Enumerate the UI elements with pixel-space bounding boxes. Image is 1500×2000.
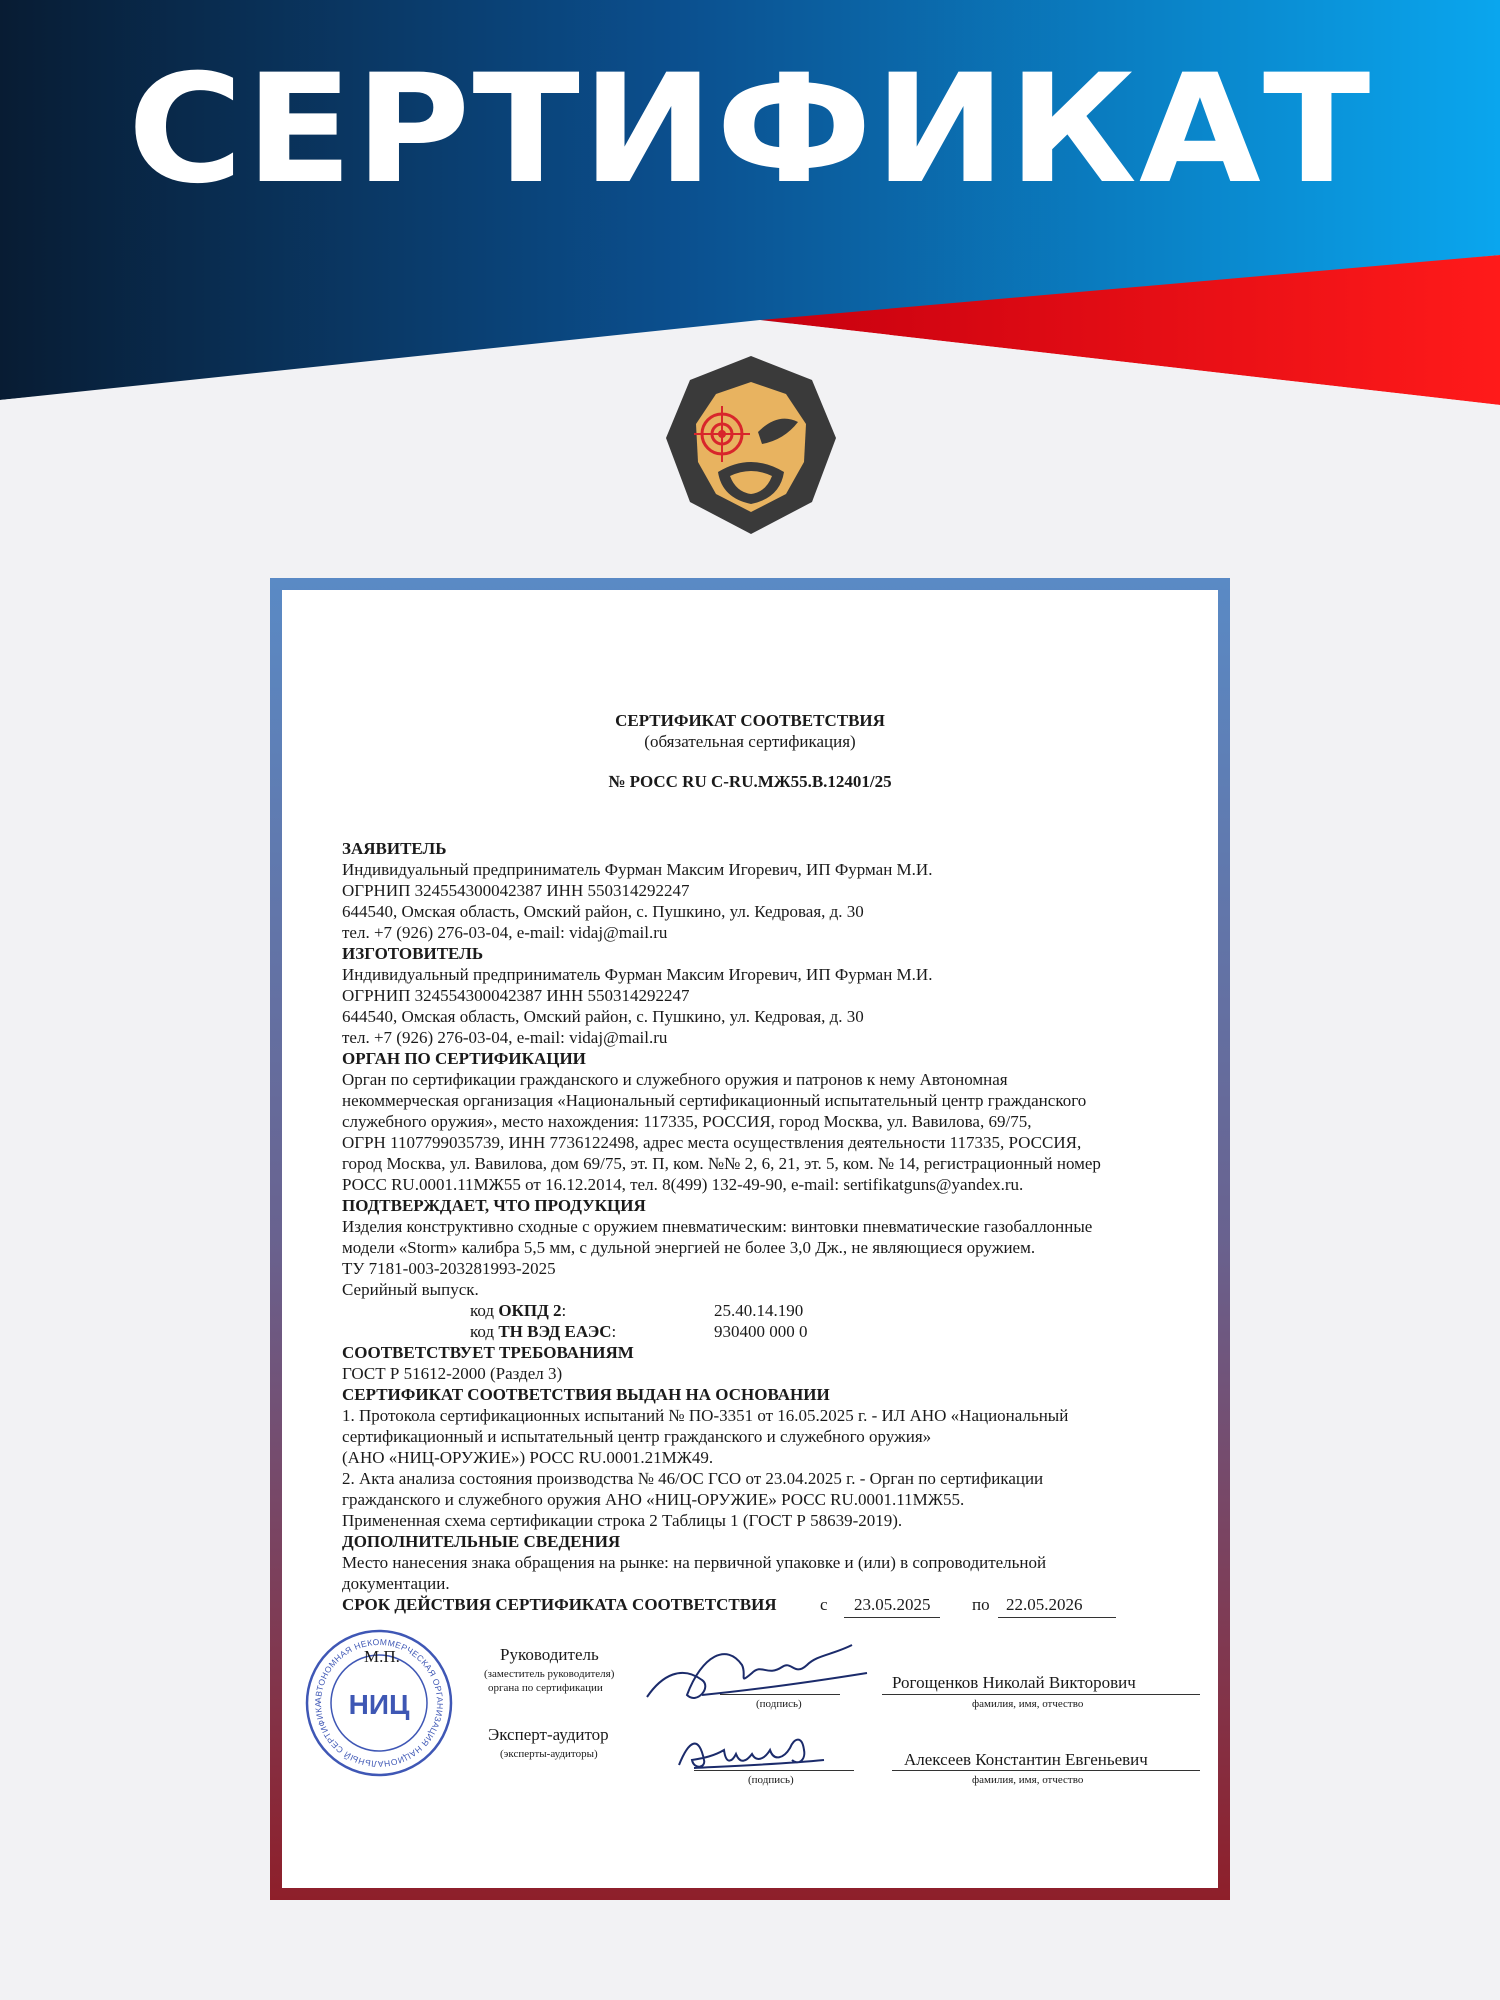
basis-line: 1. Протокола сертификационных испытаний № ПО-3351 от 16.05.2025 г. - ИЛ АНО «Национальный (342, 1406, 1069, 1425)
okpd-prefix: код (470, 1301, 495, 1320)
product-line: Серийный выпуск. (342, 1280, 479, 1299)
additional-line: документации. (342, 1574, 450, 1593)
okpd-label: ОКПД 2 (498, 1301, 562, 1320)
product-line: ТУ 7181-003-203281993-2025 (342, 1259, 556, 1278)
validity-to-label: по (972, 1595, 990, 1614)
head-signature-caption: (подпись) (756, 1698, 802, 1710)
manufacturer-line: ОГРНИП 324554300042387 ИНН 550314292247 (342, 986, 690, 1005)
validity-to-underline (998, 1617, 1116, 1618)
applicant-line: ОГРНИП 324554300042387 ИНН 550314292247 (342, 881, 690, 900)
certification-body-heading: ОРГАН ПО СЕРТИФИКАЦИИ (342, 1049, 586, 1068)
product-line: модели «Storm» калибра 5,5 мм, с дульной энергией не более 3,0 Дж., не являющиеся оружием. (342, 1238, 1036, 1257)
tnved-prefix: код (470, 1322, 495, 1341)
expert-title: Эксперт-аудитор (488, 1725, 609, 1744)
certification-body-line: ОГРН 1107799035739, ИНН 7736122498, адрес места осуществления деятельности 117335, РОССИЯ, (342, 1133, 1082, 1152)
product-line: Изделия конструктивно сходные с оружием пневматическим: винтовки пневматические газобаллонные (342, 1217, 1093, 1236)
expert-name: Алексеев Константин Евгеньевич (904, 1750, 1148, 1769)
stamp-ring-text: АВТОНОМНАЯ НЕКОММЕРЧЕСКАЯ ОРГАНИЗАЦИЯ НАЦИОНАЛЬНЫЙ СЕРТИФИКА (312, 1636, 446, 1770)
tnved-colon: : (611, 1322, 617, 1341)
basis-line: Примененная схема сертификации строка 2 Таблицы 1 (ГОСТ Р 58639-2019). (342, 1511, 903, 1530)
certification-body-line: служебного оружия», место нахождения: 117335, РОССИЯ, город Москва, ул. Вавилова, 69/75, (342, 1112, 1032, 1131)
manufacturer-heading: ИЗГОТОВИТЕЛЬ (342, 944, 484, 963)
head-subtitle-1: (заместитель руководителя) (484, 1668, 615, 1680)
expert-name-line (892, 1770, 1200, 1771)
certificate-subtitle: (обязательная сертификация) (644, 732, 856, 751)
head-title: Руководитель (500, 1645, 599, 1664)
manufacturer-line: тел. +7 (926) 276-03-04, e-mail: vidaj@mail.ru (342, 1028, 668, 1047)
expert-signature (674, 1720, 834, 1780)
head-subtitle-2: органа по сертификации (488, 1682, 603, 1694)
certification-body-line: город Москва, ул. Вавилова, дом 69/75, эт. П, ком. №№ 2, 6, 21, эт. 5, ком. № 14, регистрационный номер (342, 1154, 1101, 1173)
head-signature-line (720, 1694, 840, 1695)
basis-line: гражданского и служебного оружия АНО «НИЦ-ОРУЖИЕ» РОСС RU.0001.11МЖ55. (342, 1490, 965, 1509)
expert-subtitle: (эксперты-аудиторы) (500, 1748, 598, 1760)
expert-name-caption: фамилия, имя, отчество (972, 1774, 1084, 1786)
basis-line: (АНО «НИЦ-ОРУЖИЕ») РОСС RU.0001.21МЖ49. (342, 1448, 714, 1467)
validity-from-underline (844, 1617, 940, 1618)
basis-line: 2. Акта анализа состояния производства № 46/ОС ГСО от 23.04.2025 г. - Орган по сертификации (342, 1469, 1044, 1488)
expert-signature-caption: (подпись) (748, 1774, 794, 1786)
tnved-value: 930400 000 0 (714, 1322, 808, 1341)
basis-line: сертификационный и испытательный центр гражданского и служебного оружия» (342, 1427, 932, 1446)
manufacturer-line: 644540, Омская область, Омский район, с. Пушкино, ул. Кедровая, д. 30 (342, 1007, 864, 1026)
certification-body-line: некоммерческая организация «Национальный сертификационный испытательный центр гражданского (342, 1091, 1087, 1110)
additional-heading: ДОПОЛНИТЕЛЬНЫЕ СВЕДЕНИЯ (342, 1532, 621, 1551)
certification-body-line: Орган по сертификации гражданского и служебного оружия и патронов к нему Автономная (342, 1070, 1008, 1089)
lion-target-icon (658, 352, 844, 538)
okpd-value: 25.40.14.190 (714, 1301, 804, 1320)
tnved-label: ТН ВЭД ЕАЭС (498, 1322, 612, 1341)
certificate-title: СЕРТИФИКАТ СООТВЕТСТВИЯ (615, 711, 885, 730)
applicant-line: тел. +7 (926) 276-03-04, e-mail: vidaj@mail.ru (342, 923, 668, 942)
banner-title: СЕРТИФИКАТ (127, 43, 1373, 217)
head-name-caption: фамилия, имя, отчество (972, 1698, 1084, 1710)
product-heading: ПОДТВЕРЖДАЕТ, ЧТО ПРОДУКЦИЯ (342, 1196, 646, 1215)
requirements-heading: СООТВЕТСТВУЕТ ТРЕБОВАНИЯМ (342, 1343, 634, 1362)
validity-heading: СРОК ДЕЙСТВИЯ СЕРТИФИКАТА СООТВЕТСТВИЯ (342, 1595, 777, 1614)
stamp-place-label: М.П. (364, 1647, 400, 1666)
tnved-code-row (470, 1322, 616, 1342)
stamp-center-text: НИЦ (348, 1689, 410, 1720)
okpd-code-row (470, 1301, 566, 1321)
certificate-frame (270, 578, 1230, 1900)
manufacturer-line: Индивидуальный предприниматель Фурман Максим Игоревич, ИП Фурман М.И. (342, 965, 933, 984)
basis-heading: СЕРТИФИКАТ СООТВЕТСТВИЯ ВЫДАН НА ОСНОВАНИИ (342, 1385, 830, 1404)
expert-signature-line (694, 1770, 854, 1771)
head-name-line (882, 1694, 1200, 1695)
okpd-colon: : (561, 1301, 567, 1320)
head-name: Рогощенков Николай Викторович (892, 1673, 1136, 1692)
requirements-line: ГОСТ Р 51612-2000 (Раздел 3) (342, 1364, 563, 1383)
validity-from-label: с (820, 1595, 828, 1614)
certification-body-line: РОСС RU.0001.11МЖ55 от 16.12.2014, тел. 8(499) 132-49-90, e-mail: sertifikatguns@yandex.ru. (342, 1175, 1024, 1194)
applicant-line: 644540, Омская область, Омский район, с. Пушкино, ул. Кедровая, д. 30 (342, 902, 864, 921)
certificate-number: № РОСС RU С-RU.МЖ55.В.12401/25 (608, 772, 892, 791)
certificate-document (282, 590, 1218, 1888)
validity-from-date: 23.05.2025 (854, 1595, 931, 1614)
validity-to-date: 22.05.2026 (1006, 1595, 1083, 1614)
applicant-heading: ЗАЯВИТЕЛЬ (342, 839, 447, 858)
applicant-line: Индивидуальный предприниматель Фурман Максим Игоревич, ИП Фурман М.И. (342, 860, 933, 879)
additional-line: Место нанесения знака обращения на рынке: на первичной упаковке и (или) в сопроводительной (342, 1553, 1047, 1572)
